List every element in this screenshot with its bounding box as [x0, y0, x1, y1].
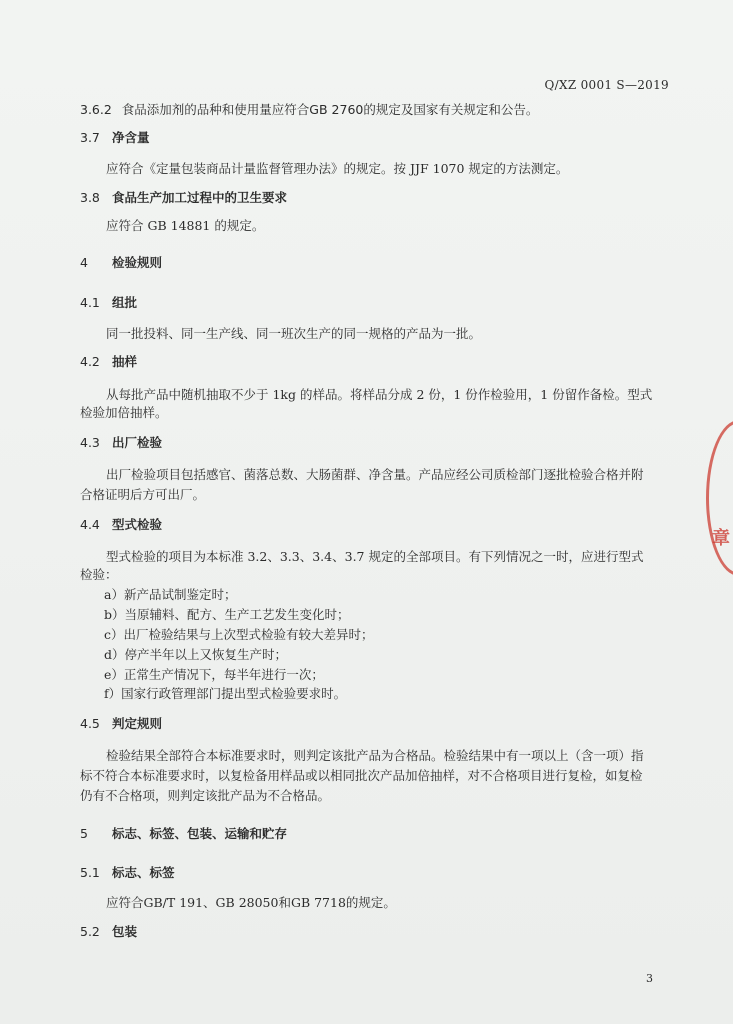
section-3-8-body: 应符合 GB 14881 的规定。: [106, 218, 265, 233]
section-title: 抽样: [111, 354, 137, 369]
list-item: e）正常生产情况下，每半年进行一次；: [104, 667, 324, 682]
section-number: 3.6.2: [80, 102, 112, 117]
section-number: 4.1: [80, 295, 100, 310]
section-4-5-body-line1: 检验结果全部符合本标准要求时，则判定该批产品为合格品。检验结果中有一项以上（含一项）指: [106, 748, 644, 763]
section-number: 4: [80, 255, 88, 270]
section-4-5-heading: [80, 714, 162, 732]
section-title: 净含量: [111, 130, 150, 145]
section-title: 型式检验: [111, 517, 162, 532]
section-4-3-heading: [80, 433, 162, 451]
section-3-6-2: [80, 100, 538, 118]
section-5-1-heading: [80, 863, 175, 881]
document-code: Q/XZ 0001 S—2019: [544, 78, 669, 92]
section-title: 组批: [111, 295, 137, 310]
section-4-2-heading: [80, 352, 137, 370]
section-4-5-body-line2: 标不符合本标准要求时，以复检备用样品或以相同批次产品加倍抽样，对不合格项目进行复检，如复检: [80, 768, 643, 783]
section-4-3-body-line1: 出厂检验项目包括感官、菌落总数、大肠菌群、净含量。产品应经公司质检部门逐批检验合格并附: [106, 467, 644, 482]
list-item: c）出厂检验结果与上次型式检验有较大差异时；: [104, 627, 374, 642]
section-number: 3.7: [80, 130, 100, 145]
section-title: 检验规则: [111, 255, 162, 270]
section-number: 5.2: [80, 924, 100, 939]
list-item: f）国家行政管理部门提出型式检验要求时。: [104, 686, 347, 701]
section-title: 标志、标签: [111, 865, 175, 880]
section-number: 4.4: [80, 517, 100, 532]
section-number: 3.8: [80, 190, 100, 205]
section-4-4-heading: [80, 515, 162, 533]
section-5-heading: [80, 824, 287, 842]
section-5-1-body: 应符合GB/T 191、GB 28050和GB 7718的规定。: [106, 895, 396, 910]
section-title: 食品生产加工过程中的卫生要求: [111, 190, 287, 205]
section-4-1-body: 同一批投料、同一生产线、同一班次生产的同一规格的产品为一批。: [106, 326, 482, 341]
section-3-7-heading: [80, 128, 150, 146]
list-item: d）停产半年以上又恢复生产时；: [104, 647, 288, 662]
section-text: 食品添加剂的品种和使用量应符合GB 2760的规定及国家有关规定和公告。: [121, 102, 539, 117]
section-4-heading: [80, 253, 162, 271]
section-4-2-body-line2: 检验加倍抽样。: [80, 405, 168, 420]
section-4-4-body-line1: 型式检验的项目为本标准 3.2、3.3、3.4、3.7 规定的全部项目。有下列情况之一时，应进行型式: [106, 549, 644, 564]
section-4-5-body-line3: 仍有不合格项，则判定该批产品为不合格品。: [80, 788, 331, 803]
red-seal-stamp: [706, 420, 733, 576]
section-4-2-body-line1: 从每批产品中随机抽取不少于 1kg 的样品。将样品分成 2 份，1 份作检验用，1 份留作备检。型式: [106, 387, 653, 402]
section-number: 4.2: [80, 354, 100, 369]
section-title: 包装: [111, 924, 137, 939]
section-number: 5.1: [80, 865, 100, 880]
section-3-8-heading: [80, 188, 287, 206]
section-number: 4.5: [80, 716, 100, 731]
list-item: b）当原辅料、配方、生产工艺发生变化时；: [104, 607, 350, 622]
page-number: 3: [646, 972, 653, 985]
section-4-3-body-line2: 合格证明后方可出厂。: [80, 487, 206, 502]
section-4-1-heading: [80, 293, 137, 311]
section-title: 标志、标签、包装、运输和贮存: [111, 826, 287, 841]
section-5-2-heading: [80, 922, 137, 940]
list-item: a）新产品试制鉴定时；: [104, 587, 237, 602]
section-number: 4.3: [80, 435, 100, 450]
section-title: 判定规则: [111, 716, 162, 731]
section-number: 5: [80, 826, 88, 841]
seal-character: 章: [712, 528, 730, 549]
section-title: 出厂检验: [111, 435, 162, 450]
section-4-4-body-line2: 检验：: [80, 567, 118, 582]
section-3-7-body: 应符合《定量包装商品计量监督管理办法》的规定。按 JJF 1070 规定的方法测定。: [106, 161, 569, 176]
